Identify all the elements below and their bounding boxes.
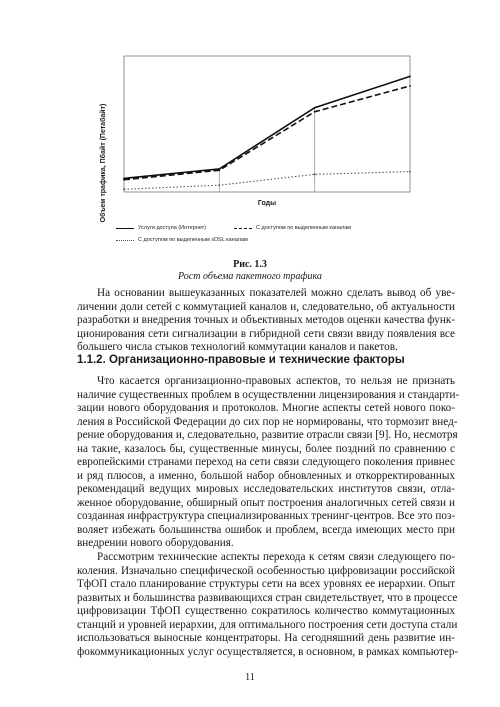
- text-line: цифровизации ТфОП существенно сократилось количество коммутационных: [77, 605, 455, 617]
- plot-frame: [124, 56, 410, 192]
- page-number: 11: [245, 672, 255, 683]
- y-axis-label: Объем трафика, Пбайт (Петабайт): [100, 103, 107, 223]
- text-line: рекомендаций ведущих мировых исследовательских институтов связи, отла-: [77, 483, 455, 495]
- text-line: воляет избежать большинства ошибок и проблем, всегда имеющих место при: [77, 523, 455, 536]
- paragraph-1: [77, 287, 455, 355]
- data-point: [409, 85, 411, 87]
- data-point: [314, 107, 316, 109]
- legend-swatch-dashed: [234, 228, 252, 229]
- text-line: разработки и внедрения точных и объективных методов оценки качества функ-: [77, 314, 455, 326]
- paragraph-2: [77, 375, 460, 551]
- text-line: ционирования сети сигнализации в гибридной сети связи ввиду появления все: [77, 327, 455, 340]
- series-line-1: [124, 76, 410, 178]
- data-point: [409, 76, 411, 78]
- text-line: большего числа стыков технологий коммутации каналов и пакетов.: [77, 341, 398, 353]
- section-heading: 1.1.2. Организационно-правовые и технические факторы: [77, 354, 405, 366]
- text-line: зации нового оборудования и протоколов. Многие аспекты сетей нового поко-: [77, 402, 455, 414]
- text-line: ТфОП стало планирование структуры сети на всех уровнях ее иерархии. Опыт: [77, 578, 455, 590]
- data-point: [218, 184, 220, 186]
- legend-label: Услуги доступа (Интернет): [138, 225, 207, 231]
- figure-subcaption: Рост объема пакетного трафика: [178, 271, 322, 282]
- text-line: европейскими странами переход на сети связи следующего поколения привнес: [77, 456, 455, 468]
- text-line: использоваться выносные концентраторы. На сегодняшний день развитие ин-: [77, 632, 455, 644]
- line-chart: [88, 48, 418, 208]
- text-line: на такие, казалось бы, существенные минусы, более поздний по сравнению с: [77, 442, 455, 455]
- text-line: рение оборудования и, следовательно, развитие отрасли связи [9]. Но, несмотря: [77, 429, 458, 441]
- legend-item-internet: [116, 225, 206, 231]
- legend-label: С доступом по выделенным xDSL каналам: [138, 237, 248, 243]
- x-axis-label: Годы: [257, 200, 277, 207]
- text-line: коления. Изначально специфической особенностью цифровизации российской: [77, 564, 455, 577]
- text-line: внедрении нового оборудования.: [77, 537, 234, 549]
- legend-label: С доступом по выделенным каналам: [256, 225, 352, 231]
- series-line-2: [124, 86, 410, 180]
- text-line: ления в Российской Федерации до сих пор не нормированы, что тормозит внед-: [77, 415, 458, 428]
- traffic-growth-figure: [88, 48, 418, 258]
- data-point: [123, 188, 125, 190]
- legend-swatch-solid: [116, 228, 134, 229]
- text-line: фокоммуникационных услуг осуществляется, в основном, в рамках компьютер-: [77, 645, 459, 658]
- legend-swatch-dotted: [116, 240, 134, 241]
- legend-item-xdsl: [116, 237, 248, 243]
- text-line: На основании вышеуказанных показателей можно сделать вывод об уве-: [97, 287, 455, 299]
- text-line: Рассмотрим технические аспекты перехода к сетям связи следующего по-: [97, 551, 455, 563]
- text-line: развитых и большинства развивающихся стран свидетельствует, что в процессе: [77, 591, 458, 604]
- text-line: станций и уровней иерархии, для оптимального построения сети доступа стали: [77, 618, 458, 631]
- legend-item-dedicated: [234, 225, 351, 231]
- data-point: [123, 179, 125, 181]
- text-line: созданная инфраструктура специализированных тренинг-центров. Все это поз-: [77, 510, 456, 522]
- text-line: наличие существенных проблем в осуществлении лицензирования и стандарти-: [77, 388, 460, 401]
- data-point: [314, 111, 316, 113]
- data-point: [409, 171, 411, 173]
- text-line: личении доли сетей с коммутацией каналов и, следовательно, об актуальности: [77, 300, 455, 313]
- text-line: Что касается организационно-правовых аспектов, то нельзя не признать: [97, 375, 455, 387]
- text-line: и ряд плюсов, а именно, большой набор обновленных и откорректированных: [77, 469, 455, 482]
- chart-legend: [116, 222, 416, 246]
- data-point: [218, 169, 220, 171]
- data-point: [314, 173, 316, 175]
- figure-caption: Рис. 1.3: [233, 259, 267, 270]
- text-line: женное оборудование, обширный опыт построения аналогичных сетей связи и: [77, 496, 455, 509]
- paragraph-3: [77, 551, 459, 659]
